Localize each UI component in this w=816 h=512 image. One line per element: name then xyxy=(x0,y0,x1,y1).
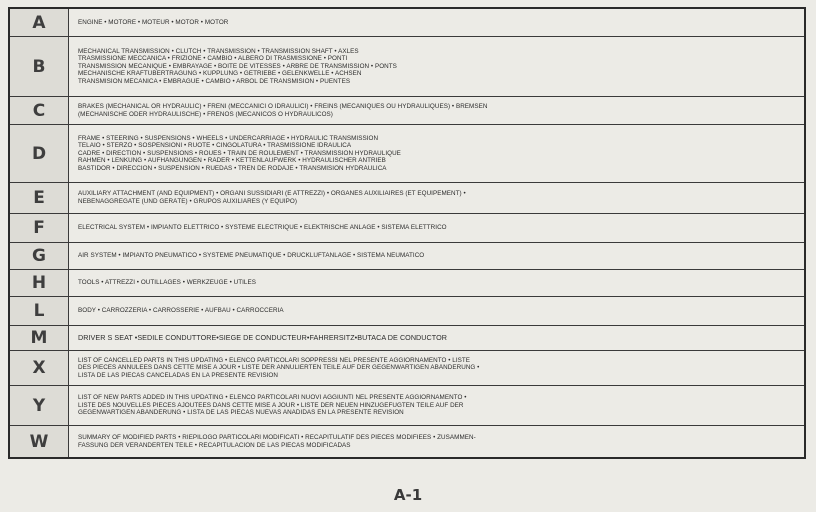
description-line: BODY • CARROZZERIA • CARROSSERIE • AUFBAU • CARROCCERIA xyxy=(78,307,284,315)
section-description-w xyxy=(69,426,806,459)
section-row-m xyxy=(9,326,805,351)
description-line: BASTIDOR • DIRECCIÓN • SUSPENSIÓN • RUEDAS • TREN DE RODAJE • TRANSMISIÓN HYDRÁULICA xyxy=(78,164,387,172)
description-line: TRASMISSIONE MECCANICA • FRIZIONE • CAMBIO • ALBERO DI TRASMISSIONE • PONTI xyxy=(78,55,348,63)
description-line: AUXILIARY ATTACHMENT (AND EQUIPMENT) • ORGANI SUSSIDIARI (E ATTREZZI) • ORGANES AUXILIAIRES (ET EQUIPEMENT) • xyxy=(78,190,466,198)
section-row-l xyxy=(9,297,805,326)
description-line: LIST OF CANCELLED PARTS IN THIS UPDATING • ELENCO PARTICOLARI SOPPRESSI NEL PRESENTE AGGIORNAMENTO • LISTE xyxy=(78,356,471,364)
description-line: FASSUNG DER VERÄNDERTEN TEILE • RECAPITULACION DE LAS PIECAS MODIFICADAS xyxy=(78,441,351,449)
section-letter-y: Y xyxy=(9,386,69,426)
description-line: TOOLS • ATTREZZI • OUTILLAGES • WERKZEUGE • UTILES xyxy=(78,279,256,287)
description-line: RAHMEN • LENKUNG • AUFHÄNGUNGEN • RÄDER • KETTENLAUFWERK • HYDRAULISCHER ANTRIEB xyxy=(78,157,386,165)
section-row-f xyxy=(9,214,805,243)
section-row-d xyxy=(9,125,805,183)
section-letter-a: A xyxy=(9,8,69,37)
page-number: A-1 xyxy=(393,486,423,504)
section-description-x xyxy=(69,351,806,386)
section-description-d xyxy=(69,125,806,183)
section-row-c xyxy=(9,97,805,125)
section-row-a xyxy=(9,8,805,37)
description-line: DES PIECES ANNULEES DANS CETTE MISE A JOUR • LISTE DER ANNULIERTEN TEILE AUF DER GEGENWARTIGEN ABÄNDERUNG • xyxy=(78,364,480,372)
description-line: LISTA DE LAS PIECAS CANCELADAS EN LA PRESENTE REVISION xyxy=(78,371,278,379)
description-line: (MECHANISCHE ODER HYDRAULISCHE) • FRENOS (MECANICOS O HYDRAULICOS) xyxy=(78,110,333,118)
section-letter-m: M xyxy=(9,326,69,351)
description-line: NEBENAGGREGATE (UND GERÄTE) • GRUPOS AUXILIARES (Y EQUIPO) xyxy=(78,198,298,205)
section-letter-l: L xyxy=(9,297,69,326)
section-letter-b: B xyxy=(9,37,69,97)
section-letter-e: E xyxy=(9,183,69,214)
section-row-h xyxy=(9,270,805,297)
section-row-g xyxy=(9,243,805,270)
section-letter-g: G xyxy=(9,243,69,270)
description-line: TRANSMISSION MECANIQUE • EMBRAYAGE • BOITE DE VITESSES • ARBRE DE TRANSMISSION • PONTS xyxy=(78,62,397,70)
description-line: CADRE • DIRECTION • SUSPENSIONS • ROUES • TRAIN DE ROULEMENT • TRANSMISSION HYDRAULIQUE xyxy=(78,149,401,157)
section-description-e xyxy=(69,183,806,214)
description-line: TRANSMISION MECANICA • EMBRAGUE • CAMBIO • ARBOL DE TRANSMISION • PUENTES xyxy=(78,77,351,85)
description-line: MECHANICAL TRANSMISSION • CLUTCH • TRANSMISSION • TRANSMISSION SHAFT • AXLES xyxy=(78,47,359,55)
description-line: BRAKES (MECHANICAL OR HYDRAULIC) • FRENI (MECCANICI O IDRAULICI) • FREINS (MECANIQUES OU HYDRAULIQUES) • BREMSEN xyxy=(78,102,488,110)
section-description-y xyxy=(69,386,806,426)
section-description-b xyxy=(69,37,806,97)
section-letter-x: X xyxy=(9,351,69,386)
description-line: GEGENWARTIGEN ABÄNDERUNG • LISTA DE LAS PIECAS NUEVAS AÑADIDAS EN LA PRESENTE REVISION xyxy=(78,409,404,417)
section-description-g xyxy=(69,243,806,270)
section-row-y xyxy=(9,386,805,426)
description-line: MECHANISCHE KRAFTÜBERTRAGUNG • KUPPLUNG • GETRIEBE • GELENKWELLE • ACHSEN xyxy=(78,70,362,78)
section-letter-d: D xyxy=(9,125,69,183)
section-index-table xyxy=(8,7,806,459)
section-description-c xyxy=(69,97,806,125)
description-line: TELAIO • STERZO • SOSPENSIONI • RUOTE • CINGOLATURA • TRASMISSIONE IDRAULICA xyxy=(78,142,352,150)
description-line: AIR SYSTEM • IMPIANTO PNEUMATICO • SYSTEME PNEUMATIQUE • DRUCKLUFTANLAGE • SISTEMA NEUMATICO xyxy=(78,252,425,260)
description-line: ENGINE • MOTORE • MOTEUR • MOTOR • MOTOR xyxy=(78,18,229,26)
description-line: LISTE DES NOUVELLES PIECES AJOUTEES DANS CETTE MISE A JOUR • LISTE DER NEUEN HINZUGEFUGTEN TEILE AUF DER xyxy=(78,401,464,409)
description-line: DRIVER S SEAT •SEDILE CONDUTTORE•SIEGE DE CONDUCTEUR•FAHRERSITZ•BUTACA DE CONDUCTOR xyxy=(78,334,447,342)
section-description-f xyxy=(69,214,806,243)
section-description-a xyxy=(69,8,806,37)
section-row-e xyxy=(9,183,805,214)
section-row-b xyxy=(9,37,805,97)
section-letter-f: F xyxy=(9,214,69,243)
section-row-w xyxy=(9,426,805,459)
section-letter-w: W xyxy=(9,426,69,459)
section-description-h xyxy=(69,270,806,297)
description-line: SUMMARY OF MODIFIED PARTS • RIEPILOGO PARTICOLARI MODIFICATI • RECAPITULATIF DES PIECES MODIFIEES • ZUSAMMEN- xyxy=(78,433,476,441)
section-letter-h: H xyxy=(9,270,69,297)
description-line: ELECTRICAL SYSTEM • IMPIANTO ELETTRICO • SYSTEME ELECTRIQUE • ELEKTRISCHE ANLAGE • SISTEMA ELETTRICO xyxy=(78,224,447,232)
section-description-l xyxy=(69,297,806,326)
section-letter-c: C xyxy=(9,97,69,125)
section-description-m xyxy=(69,326,806,351)
description-line: FRAME • STEERING • SUSPENSIONS • WHEELS • UNDERCARRIAGE • HYDRAULIC TRANSMISSION xyxy=(78,134,379,142)
section-row-x xyxy=(9,351,805,386)
description-line: LIST OF NEW PARTS ADDED IN THIS UPDATING • ELENCO PARTICOLARI NUOVI AGGIUNTI NEL PRESENTE AGGIORNAMENTO • xyxy=(78,394,467,402)
